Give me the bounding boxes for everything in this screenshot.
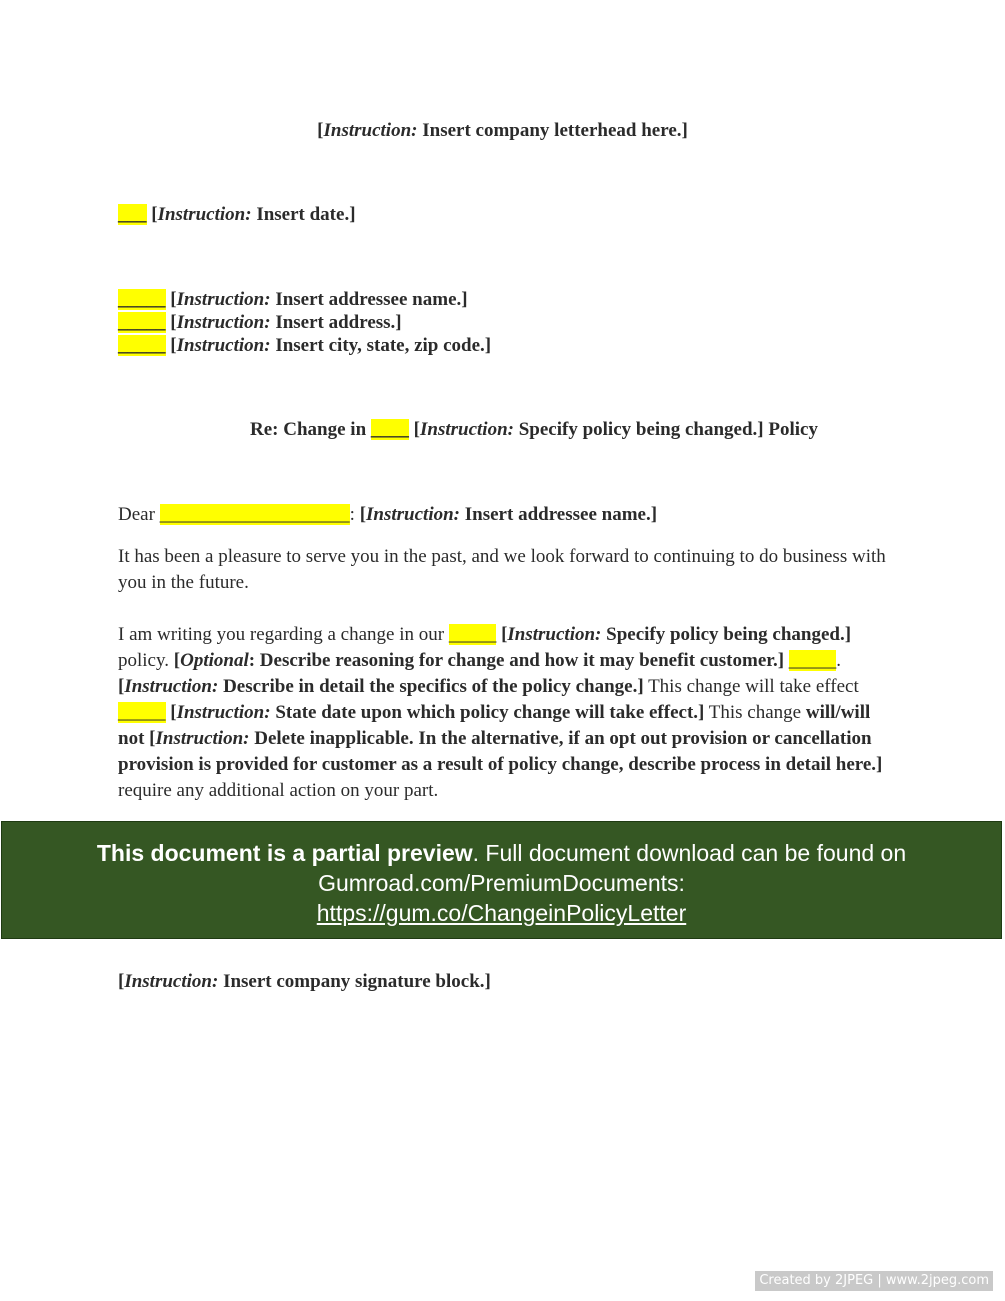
address-street-text: Insert address.]: [270, 312, 402, 333]
re-instruction-label: Instruction:: [419, 419, 514, 440]
p2-text-7: This change: [704, 702, 806, 723]
p2-instr1-text: Specify policy being changed.]: [601, 624, 852, 645]
banner-rest-text: . Full document download can be found on: [472, 840, 907, 866]
re-bracket: [: [408, 419, 420, 440]
letterhead-instruction-label: Instruction:: [323, 120, 418, 141]
salutation-dear: Dear: [118, 504, 160, 525]
p2-date-blank[interactable]: _____: [118, 702, 166, 723]
p2-optional-label: Optional: [180, 650, 249, 671]
letterhead-bracket: [: [317, 120, 324, 141]
p2-instr3-label: Instruction:: [124, 676, 219, 697]
re-policy-blank[interactable]: ____: [370, 419, 409, 440]
address-name-bracket: [: [165, 289, 177, 310]
p2-instr3-bracket: [: [118, 676, 125, 697]
banner-line-2: Gumroad.com/PremiumDocuments:: [318, 870, 685, 896]
p2-specifics-blank[interactable]: _____: [788, 650, 837, 671]
p2-instr1-bracket: [: [496, 624, 508, 645]
address-city-blank[interactable]: _____: [118, 335, 166, 356]
address-city-instruction-label: Instruction:: [176, 335, 271, 356]
re-text: Specify policy being changed.] Policy: [513, 419, 818, 440]
p2-text-4: .: [836, 650, 842, 671]
p2-willwillnot: will/will not [: [118, 702, 871, 749]
banner-download-link[interactable]: https://gum.co/ChangeinPolicyLetter: [316, 900, 687, 926]
created-by-badge: Created by 2JPEG | www.2jpeg.com: [755, 1271, 993, 1291]
address-street-blank[interactable]: _____: [118, 312, 166, 333]
address-city-line: [118, 334, 491, 357]
date-bracket: [: [146, 204, 158, 225]
body-paragraph-1: It has been a pleasure to serve you in the past, and we look forward to continuing to do business with you in the future.: [118, 546, 886, 593]
preview-banner: [1, 821, 1002, 939]
date-blank[interactable]: ___: [118, 204, 147, 225]
salutation-instruction-label: Instruction:: [366, 504, 461, 525]
p2-instr4-text: State date upon which policy change will take effect.]: [270, 702, 705, 723]
signature-bracket: [: [118, 971, 125, 992]
p2-instr4-bracket: [: [170, 702, 177, 723]
address-city-text: Insert city, state, zip code.]: [270, 335, 492, 356]
address-street-line: [118, 311, 402, 334]
salutation-name-blank[interactable]: ____________________: [159, 504, 350, 525]
p2-text-1: I am writing you regarding a change in our: [118, 624, 449, 645]
re-line: [0, 418, 1005, 441]
salutation-colon: :: [349, 504, 360, 525]
re-prefix: Re: Change in: [250, 419, 371, 440]
letterhead-text: Insert company letterhead here.]: [417, 120, 688, 141]
p2-text-5: This change will take effect: [643, 676, 859, 697]
address-street-bracket: [: [165, 312, 177, 333]
address-name-text: Insert addressee name.]: [270, 289, 468, 310]
signature-text: Insert company signature block.]: [218, 971, 491, 992]
p2-instr1-label: Instruction:: [507, 624, 602, 645]
salutation: [118, 503, 657, 526]
salutation-bracket: [: [359, 504, 367, 525]
date-line: [118, 203, 356, 226]
address-city-bracket: [: [165, 335, 177, 356]
body-paragraph-2: [118, 622, 884, 804]
p2-instr4-label: Instruction:: [176, 702, 271, 723]
address-name-blank[interactable]: _____: [118, 289, 166, 310]
date-text: Insert date.]: [251, 204, 356, 225]
letterhead-instruction: [0, 119, 1005, 142]
p2-optional-bracket: [: [173, 650, 181, 671]
p2-instr5-label: Instruction:: [155, 728, 250, 749]
p2-text-8: require any additional action on your part.: [118, 780, 439, 801]
address-street-instruction-label: Instruction:: [176, 312, 271, 333]
signature-instruction-label: Instruction:: [124, 971, 219, 992]
signature-instruction: [118, 970, 491, 993]
banner-bold-text: This document is a partial preview: [96, 840, 473, 866]
p2-instr5-text: Delete inapplicable. In the alternative, if an opt out provision or cancellation provision is provided for customer as a result of policy change, describe process in detail here.]: [118, 728, 883, 775]
p2-optional-text: : Describe reasoning for change and how it may benefit customer.]: [248, 650, 785, 671]
address-name-instruction-label: Instruction:: [176, 289, 271, 310]
banner-line-1: [2, 838, 1001, 868]
p2-policy-blank[interactable]: _____: [448, 624, 497, 645]
p2-instr3-text: Describe in detail the specifics of the policy change.]: [218, 676, 644, 697]
salutation-text: Insert addressee name.]: [460, 504, 658, 525]
address-name-line: [118, 288, 468, 311]
p2-text-2: policy.: [118, 650, 174, 671]
date-instruction-label: Instruction:: [157, 204, 252, 225]
